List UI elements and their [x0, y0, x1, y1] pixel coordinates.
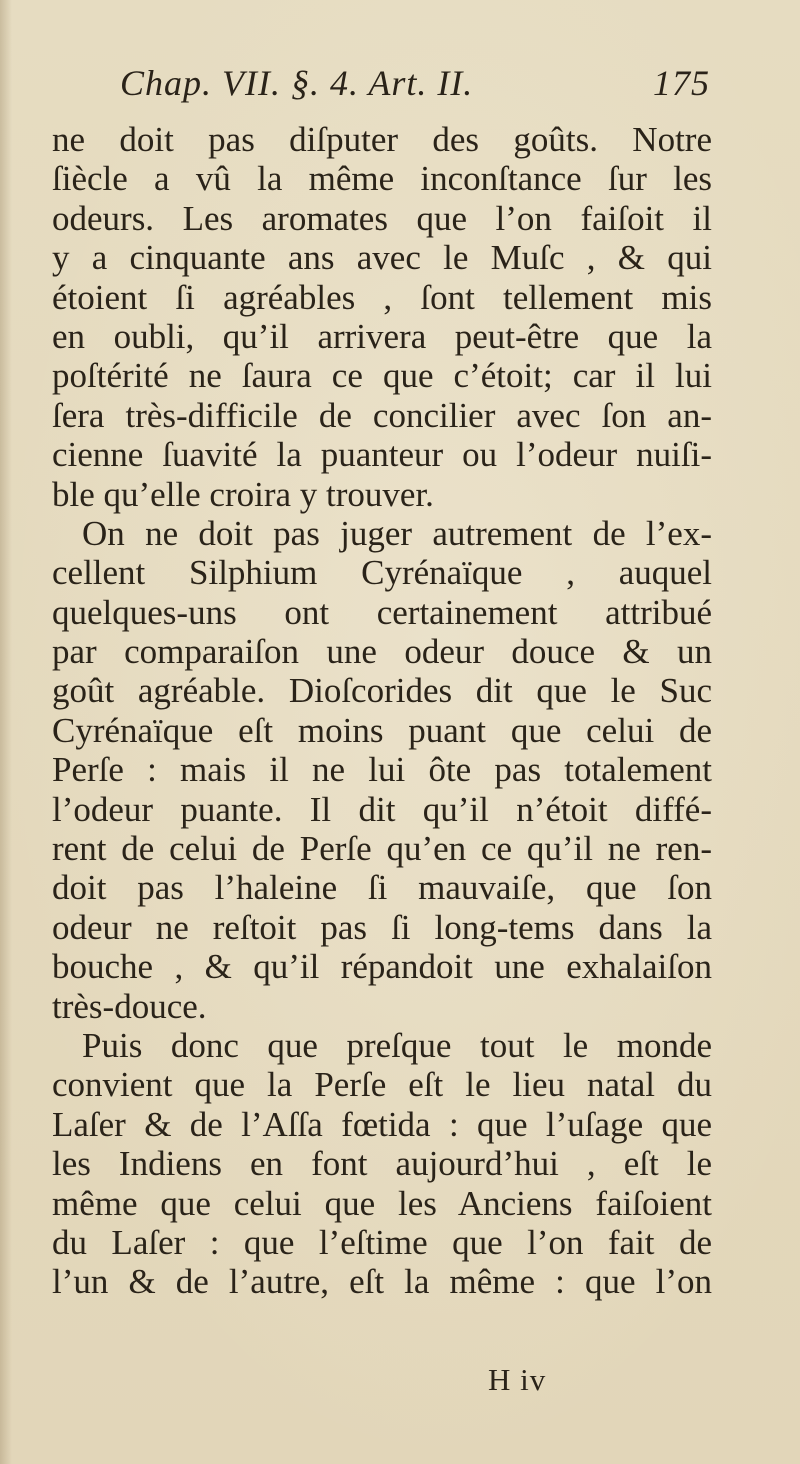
text-line: goût agréable. Dioſcorides dit que le Suc: [52, 671, 712, 711]
text-line: ſera très-difficile de concilier avec ſon an-: [52, 395, 712, 435]
text-line: étoient ſi agréables , ſont tellement mis: [52, 277, 712, 317]
text-line: On ne doit pas juger autrement de l’ex-: [82, 513, 712, 553]
text-line: ble qu’elle croira y trouver.: [52, 474, 434, 514]
text-line: très-douce.: [52, 986, 207, 1026]
text-line: les Indiens en font aujourd’hui , eſt le: [52, 1144, 712, 1184]
text-line: l’un & de l’autre, eſt la même : que l’on: [52, 1262, 712, 1302]
body-text: [52, 120, 712, 1302]
running-header: [120, 62, 710, 114]
text-line: cienne ſuavité la puanteur ou l’odeur nuiſi-: [52, 435, 712, 475]
text-line: ſiècle a vû la même inconſtance ſur les: [52, 159, 712, 199]
text-line: bouche , & qu’il répandoit une exhalaiſon: [52, 947, 712, 987]
text-line: Cyrénaïque eſt moins puant que celui de: [52, 710, 712, 750]
text-line: l’odeur puante. Il dit qu’il n’étoit diffé-: [52, 789, 712, 829]
text-line: quelques-uns ont certainement attribué: [52, 592, 712, 632]
text-line: poſtérité ne ſaura ce que c’étoit; car il lui: [52, 356, 712, 396]
text-line: Laſer & de l’Aſſa fœtida : que l’uſage que: [52, 1104, 712, 1144]
text-line: Perſe : mais il ne lui ôte pas totalement: [52, 750, 712, 790]
text-line: Puis donc que preſque tout le monde: [82, 1025, 712, 1065]
text-line: ne doit pas diſputer des goûts. Notre: [52, 120, 712, 159]
text-line: y a cinquante ans avec le Muſc , & qui: [52, 238, 712, 278]
page-number: 175: [653, 63, 710, 103]
text-line: rent de celui de Perſe qu’en ce qu’il ne ren-: [52, 829, 712, 869]
text-line: doit pas l’haleine ſi mauvaiſe, que ſon: [52, 868, 712, 908]
text-line: même que celui que les Anciens faiſoient: [52, 1183, 712, 1223]
text-line: par comparaiſon une odeur douce & un: [52, 632, 712, 672]
text-line: en oubli, qu’il arrivera peut-être que la: [52, 316, 712, 356]
page-gutter-shadow: [0, 0, 12, 1464]
text-line: convient que la Perſe eſt le lieu natal du: [52, 1065, 712, 1105]
text-line: cellent Silphium Cyrénaïque , auquel: [52, 553, 712, 593]
text-line: odeurs. Les aromates que l’on faiſoit il: [52, 198, 712, 238]
running-title: Chap. VII. §. 4. Art. II.: [120, 63, 474, 103]
signature-mark: H iv: [488, 1362, 547, 1397]
text-line: odeur ne reſtoit pas ſi long-tems dans la: [52, 907, 712, 947]
text-line: du Laſer : que l’eſtime que l’on fait de: [52, 1222, 712, 1262]
